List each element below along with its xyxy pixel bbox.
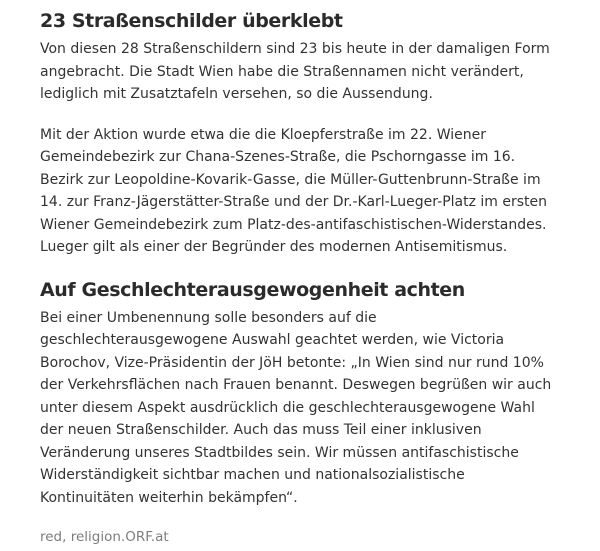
section-heading: Auf Geschlechterausgewogenheit achten — [40, 278, 465, 301]
byline: red, religion.ORF.at — [40, 529, 169, 545]
article-section-gender-balance — [40, 277, 560, 510]
section-heading: 23 Straßenschilder überklebt — [40, 10, 343, 32]
paragraph: Von diesen 28 Straßenschildern sind 23 bis heute in der damaligen Form angebracht. Die Stadt Wien habe die Straßennamen nicht verändert, lediglich mit Zusatztafeln versehen, so die Aussendung. — [40, 41, 550, 102]
paragraph: Bei einer Umbenennung solle besonders auf die geschlechterausgewogene Auswahl geachtet werden, wie Victoria Borochov, Vize-Präsidentin der JöH betonte: „In Wien sind nur rund 10% der Verkehrsflächen nach Frauen benannt. Deswegen begrüßen wir auch unter diesem Aspekt ausdrücklich die geschlechterausgewogene Wahl der neuen Straßenschilder. Auch das muss Teil einer inklusiven Veränderung unseres Stadtbildes sein. Wir müssen antifaschistische Widerständigkeit sichtbar machen und nationalsozialistische Kontinuitäten weiterhin bekämpfen“. — [40, 309, 552, 506]
article-section-street-signs — [40, 8, 560, 259]
paragraph: Mit der Aktion wurde etwa die die Kloepferstraße im 22. Wiener Gemeindebezirk zur Chana-Szenes-Straße, die Pschorngasse im 16. Bezirk zur Leopoldine-Kovarik-Gasse, die Müller-Guttenbrunn-Straße im 14. zur Franz-Jägerstätter-Straße und der Dr.-Karl-Lueger-Platz im ersten Wiener Gemeindebezirk zum Platz-des-antifaschistischen-Widerstandes. Lueger gilt als einer der Begründer des modernen Antisemitismus. — [40, 126, 548, 255]
